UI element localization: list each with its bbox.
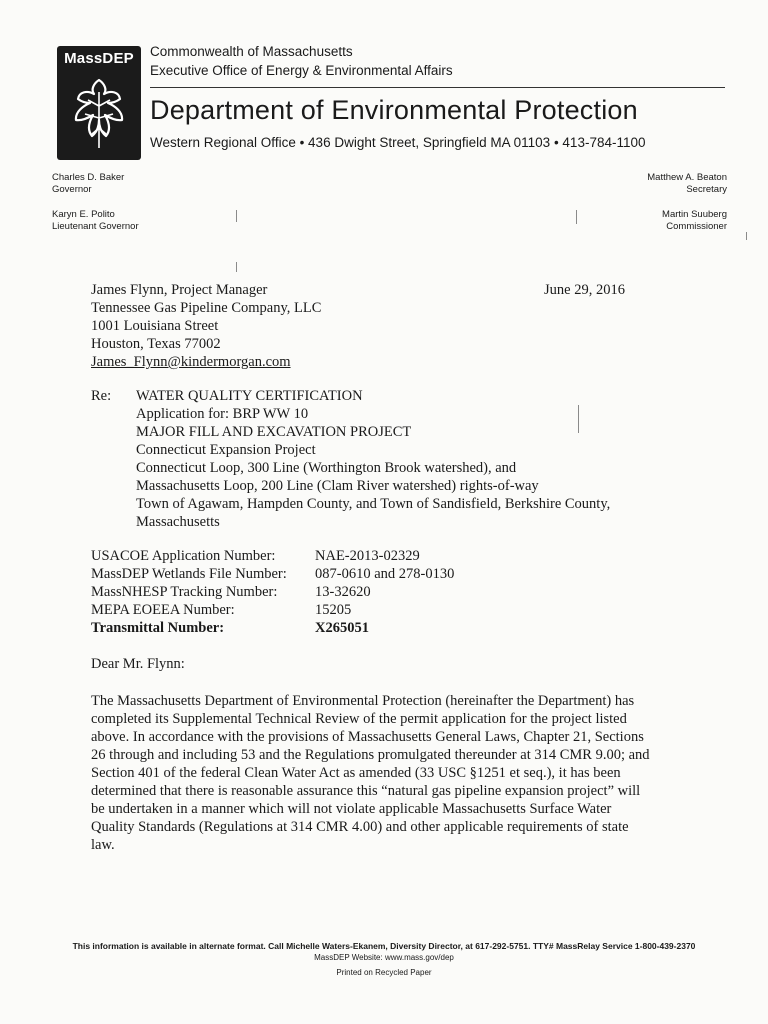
re-line: MAJOR FILL AND EXCAVATION PROJECT bbox=[136, 424, 412, 440]
official-name: Karyn E. Polito bbox=[52, 209, 115, 220]
reference-numbers bbox=[91, 547, 454, 637]
reference-row-transmittal bbox=[91, 619, 454, 637]
paragraph-line: Quality Standards (Regulations at 314 CMR 4.00) and other applicable requirements of state bbox=[91, 819, 629, 835]
re-line: Connecticut Loop, 300 Line (Worthington Brook watershed), and bbox=[136, 460, 517, 476]
footer-accessibility-note: This information is available in alternate format. Call Michelle Waters-Ekanem, Diversity Director, at 617-292-5751. TTY# MassRelay Service 1-800-439-2370 bbox=[72, 941, 696, 951]
department-title: Department of Environmental Protection bbox=[150, 95, 638, 125]
reference-row bbox=[91, 565, 454, 583]
re-line: Connecticut Expansion Project bbox=[136, 442, 316, 458]
office-address: Western Regional Office • 436 Dwight Street, Springfield MA 01103 • 413-784-1100 bbox=[150, 135, 646, 150]
reference-label: MassNHESP Tracking Number: bbox=[91, 584, 278, 600]
recipient-line: James Flynn, Project Manager bbox=[91, 282, 268, 298]
massdep-logo bbox=[57, 46, 141, 160]
recipient-line: Houston, Texas 77002 bbox=[91, 336, 221, 352]
header-executive-office: Executive Office of Energy & Environmental Affairs bbox=[150, 63, 453, 78]
paragraph-line: 26 through and including 53 and the Regulations promulgated thereunder at 314 CMR 9.00; and bbox=[91, 747, 650, 763]
re-line: Application for: BRP WW 10 bbox=[136, 406, 309, 422]
re-line: Massachusetts Loop, 200 Line (Clam River watershed) rights-of-way bbox=[136, 478, 539, 494]
official-governor bbox=[52, 172, 124, 196]
recipient-line: 1001 Louisiana Street bbox=[91, 318, 219, 334]
official-title: Commissioner bbox=[666, 221, 727, 232]
official-title: Governor bbox=[52, 184, 92, 195]
reference-row bbox=[91, 601, 454, 619]
official-name: Charles D. Baker bbox=[52, 172, 125, 183]
paragraph-line: Section 401 of the federal Clean Water Act as amended (33 USC §1251 et seq.), it has been bbox=[91, 765, 621, 781]
recipient-line: Tennessee Gas Pipeline Company, LLC bbox=[91, 300, 322, 316]
reference-value: 13-32620 bbox=[315, 584, 371, 600]
official-lieutenant-governor bbox=[52, 209, 139, 233]
recipient-email[interactable]: James_Flynn@kindermorgan.com bbox=[91, 354, 291, 370]
re-line: WATER QUALITY CERTIFICATION bbox=[136, 388, 363, 404]
re-label: Re: bbox=[91, 388, 112, 404]
paragraph-line: be undertaken in a manner which will not violate applicable Massachusetts Surface Water bbox=[91, 801, 612, 817]
reference-row bbox=[91, 547, 454, 565]
reference-value: NAE-2013-02329 bbox=[315, 548, 420, 564]
recipient-address bbox=[91, 281, 321, 371]
official-title: Lieutenant Governor bbox=[52, 221, 139, 232]
footer-website: MassDEP Website: www.mass.gov/dep bbox=[314, 953, 454, 962]
footer-recycled-note: Printed on Recycled Paper bbox=[336, 968, 432, 977]
logo-text: MassDEP bbox=[64, 50, 134, 67]
reference-value: 087-0610 and 278-0130 bbox=[315, 566, 455, 582]
scan-mark bbox=[746, 232, 747, 240]
re-line: Town of Agawam, Hampden County, and Town of Sandisfield, Berkshire County, bbox=[136, 496, 611, 512]
reference-label: Transmittal Number: bbox=[91, 620, 225, 636]
letter-date: June 29, 2016 bbox=[544, 282, 625, 298]
scan-mark bbox=[236, 210, 237, 222]
paragraph-line: completed its Supplemental Technical Review of the permit application for the project listed bbox=[91, 711, 627, 727]
salutation: Dear Mr. Flynn: bbox=[91, 656, 185, 672]
body-paragraph bbox=[91, 692, 679, 854]
scan-mark bbox=[578, 405, 579, 433]
reference-value: 15205 bbox=[315, 602, 352, 618]
reference-label: MassDEP Wetlands File Number: bbox=[91, 566, 287, 582]
scan-mark bbox=[576, 210, 577, 224]
official-name: Martin Suuberg bbox=[662, 209, 727, 220]
header-divider bbox=[150, 87, 725, 88]
header-commonwealth: Commonwealth of Massachusetts bbox=[150, 44, 353, 59]
official-secretary bbox=[647, 172, 727, 196]
official-name: Matthew A. Beaton bbox=[647, 172, 727, 183]
paragraph-line: law. bbox=[91, 837, 115, 853]
oak-leaf-icon bbox=[63, 72, 135, 156]
reference-row bbox=[91, 583, 454, 601]
paragraph-line: above. In accordance with the provisions of Massachusetts General Laws, Chapter 21, Sections bbox=[91, 729, 644, 745]
re-line: Massachusetts bbox=[136, 514, 220, 530]
reference-label: MEPA EOEEA Number: bbox=[91, 602, 235, 618]
reference-value: X265051 bbox=[315, 620, 369, 636]
paragraph-line: determined that there is reasonable assurance this “natural gas pipeline expansion project” will bbox=[91, 783, 641, 799]
paragraph-line: The Massachusetts Department of Environmental Protection (hereinafter the Department) has bbox=[91, 693, 635, 709]
reference-label: USACOE Application Number: bbox=[91, 548, 276, 564]
official-commissioner bbox=[662, 209, 727, 233]
scan-mark bbox=[236, 262, 237, 272]
official-title: Secretary bbox=[686, 184, 727, 195]
